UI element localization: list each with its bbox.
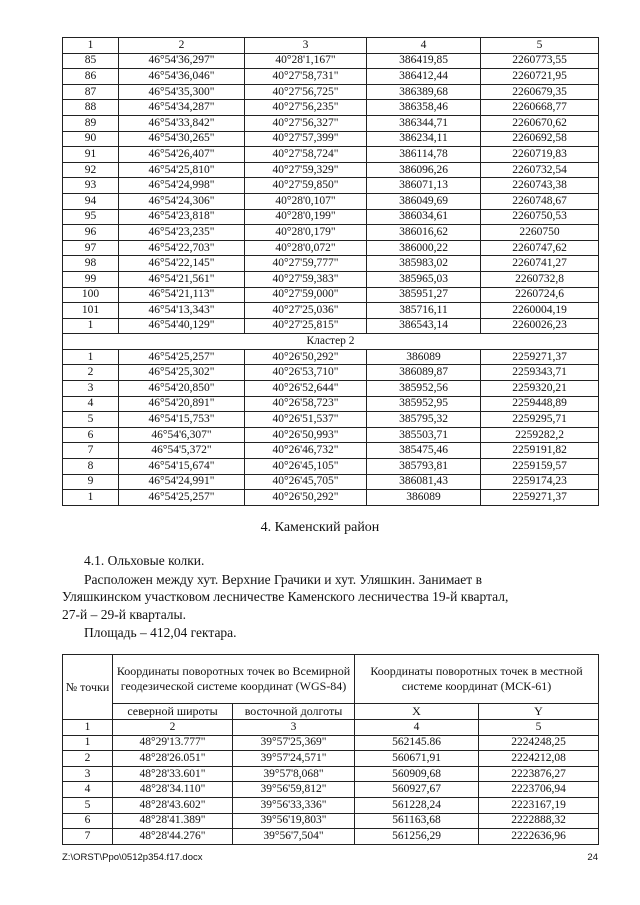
table-row [63,751,599,767]
table-row [63,459,599,475]
table-cell: 1 [63,720,113,736]
table-row [63,766,599,782]
table-cell: 91 [63,147,119,163]
table-cell: 2 [63,365,119,381]
coordinates-table-olkhovye [62,654,599,845]
table-cell: 39°56'7,504" [233,829,355,845]
footer-file-path: Z:\ORST\Ppo\0512p354.f17.docx [62,852,203,863]
table-cell: 2223706,94 [479,782,599,798]
table-cell: 8 [63,459,119,475]
table-cell: 40°27'59,000" [245,287,367,303]
table-cell: 90 [63,131,119,147]
table-cell: 385983,02 [367,256,481,272]
table-cell: 1 [63,735,113,751]
table-row [63,303,599,319]
table-cell: 40°26'51,537" [245,412,367,428]
table-row [63,396,599,412]
table-cell: 39°57'24,571" [233,751,355,767]
table-row [63,782,599,798]
table-cell: 2259271,37 [481,349,599,365]
table-cell: 386419,85 [367,53,481,69]
table-row [63,115,599,131]
table-cell: 385952,56 [367,381,481,397]
paragraph-line-2: Уляшкинском участковом лесничестве Каменского лесничества 19-й квартал, [62,589,509,605]
table-cell: 386114,78 [367,147,481,163]
table-cell: 40°27'25,815" [245,318,367,334]
table-cell: 46°54'35,300" [119,84,245,100]
table-cell: 1 [63,318,119,334]
table-cell: 3 [245,38,367,54]
paragraph-line-3: 27-й – 29-й кварталы. [62,606,186,622]
subheader-y: Y [479,704,599,720]
header-msk61: Координаты поворотных точек в местной системе координат (МСК-61) [355,655,599,704]
table-cell: 40°26'50,292" [245,490,367,506]
table-cell: 3 [63,766,113,782]
table-row [63,735,599,751]
table-cell: 385795,32 [367,412,481,428]
table-cell: 46°54'26,407" [119,147,245,163]
table-cell: 386016,62 [367,225,481,241]
column-number-row [63,38,599,54]
table-cell: 2222636,96 [479,829,599,845]
table-cell: 40°26'50,292" [245,349,367,365]
table-cell: 40°27'56,327" [245,115,367,131]
table-cell: 386089 [367,349,481,365]
table-cell: 48°28'43.602" [113,797,233,813]
table-cell: 2223167,19 [479,797,599,813]
subheader-x: X [355,704,479,720]
table-cell: 46°54'30,265" [119,131,245,147]
table-cell: 4 [367,38,481,54]
cluster-row [63,334,599,350]
table-cell: 385793,81 [367,459,481,475]
table-cell: 40°26'58,723" [245,396,367,412]
table-cell: 46°54'25,257" [119,349,245,365]
table-cell: 2223876,27 [479,766,599,782]
table-cell: 48°28'41.389" [113,813,233,829]
table-cell: 560909,68 [355,766,479,782]
table-cell: 89 [63,115,119,131]
table-cell: 40°27'58,724" [245,147,367,163]
table-cell: 2260750 [481,225,599,241]
table-cell: 39°56'59,812" [233,782,355,798]
table-cell: 46°54'36,297" [119,53,245,69]
table-cell: 40°28'0,072" [245,240,367,256]
table-cell: 46°54'25,302" [119,365,245,381]
table-cell: 40°27'25,036" [245,303,367,319]
table-cell: 46°54'21,561" [119,271,245,287]
table-cell: 46°54'15,674" [119,459,245,475]
table-cell: 1 [63,490,119,506]
table-cell: 2260747,62 [481,240,599,256]
subheader-latitude: северной широты [113,704,233,720]
table-cell: 5 [481,38,599,54]
table-cell: 85 [63,53,119,69]
table-cell: 6 [63,813,113,829]
table-cell: 386089 [367,490,481,506]
table-cell: 385475,46 [367,443,481,459]
table-cell: 4 [355,720,479,736]
table-cell: 2 [119,38,245,54]
table-row [63,365,599,381]
table-cell: 4 [63,396,119,412]
table-cell: 2260741,27 [481,256,599,272]
table-cell: 5 [63,797,113,813]
table-cell: 97 [63,240,119,256]
table-row [63,178,599,194]
table-cell: 2259159,57 [481,459,599,475]
table-cell: 2259448,89 [481,396,599,412]
table-cell: 385952,95 [367,396,481,412]
table-cell: 46°54'13,343" [119,303,245,319]
table-row [63,225,599,241]
table-cell: 7 [63,829,113,845]
table-cell: 40°27'59,329" [245,162,367,178]
table-cell: 561228,24 [355,797,479,813]
table-cell: 40°27'59,850" [245,178,367,194]
table-cell: 385951,27 [367,287,481,303]
table-cell: 46°54'23,818" [119,209,245,225]
table-cell: 386000,22 [367,240,481,256]
table-row [63,318,599,334]
table-cell: 46°54'5,372" [119,443,245,459]
table-cell: 46°54'34,287" [119,100,245,116]
table-cell: 46°54'21,113" [119,287,245,303]
table-row [63,240,599,256]
table-cell: 46°54'36,046" [119,69,245,85]
table-cell: 96 [63,225,119,241]
table-row [63,349,599,365]
table-row [63,271,599,287]
table-cell: 5 [479,720,599,736]
table-row [63,427,599,443]
table-cell: 386096,26 [367,162,481,178]
table-cell: 2260668,77 [481,100,599,116]
table-cell: 4 [63,782,113,798]
table-cell: 46°54'15,753" [119,412,245,428]
table-cell: 87 [63,84,119,100]
table-row [63,474,599,490]
table-row [63,209,599,225]
header-wgs84: Координаты поворотных точек во Всемирной геодезической системе координат (WGS-84) [113,655,355,704]
table-cell: 561256,29 [355,829,479,845]
table-cell: 2260732,8 [481,271,599,287]
table-cell: 2224248,25 [479,735,599,751]
table-row [63,381,599,397]
table-cell: 40°28'0,179" [245,225,367,241]
table-cell: 94 [63,193,119,209]
table-cell: 40°26'52,644" [245,381,367,397]
table-row [63,162,599,178]
description-paragraph [62,571,598,623]
table-cell: 40°27'59,777" [245,256,367,272]
table-row [63,84,599,100]
table-cell: 93 [63,178,119,194]
table-row [63,287,599,303]
table-cell: 2260692,58 [481,131,599,147]
table-cell: 9 [63,474,119,490]
table-cell: 40°27'56,235" [245,100,367,116]
header-point-number: № точки [63,655,113,720]
table-cell: 560671,91 [355,751,479,767]
table-cell: 40°27'58,731" [245,69,367,85]
section-title: 4. Каменский район [260,520,380,535]
table-cell: 48°28'44.276" [113,829,233,845]
table-cell: 385716,11 [367,303,481,319]
table-cell: 39°57'8,068" [233,766,355,782]
table-cell: 46°54'22,703" [119,240,245,256]
table-row [63,490,599,506]
table-cell: 386344,71 [367,115,481,131]
cluster-label: Кластер 2 [63,334,599,350]
table-cell: 385965,03 [367,271,481,287]
paragraph-line-1: Расположен между хут. Верхние Грачики и хут. Уляшкин. Занимает в [84,572,482,587]
table-cell: 560927,67 [355,782,479,798]
table-cell: 46°54'25,257" [119,490,245,506]
table-cell: 100 [63,287,119,303]
table-cell: 2260724,6 [481,287,599,303]
table-row [63,147,599,163]
table-cell: 46°54'24,306" [119,193,245,209]
table-cell: 95 [63,209,119,225]
table-cell: 2 [63,751,113,767]
table-cell: 40°26'45,705" [245,474,367,490]
table-cell: 386049,69 [367,193,481,209]
table-subheader-row [63,704,599,720]
table-cell: 2260004,19 [481,303,599,319]
subheader-longitude: восточной долготы [233,704,355,720]
table-cell: 40°26'53,710" [245,365,367,381]
table-cell: 2260721,95 [481,69,599,85]
table-cell: 48°28'26.051" [113,751,233,767]
table-cell: 40°26'50,993" [245,427,367,443]
table-cell: 2260719,83 [481,147,599,163]
table-cell: 561163,68 [355,813,479,829]
table-cell: 48°28'33.601" [113,766,233,782]
table-cell: 98 [63,256,119,272]
table-cell: 40°28'1,167" [245,53,367,69]
table-cell: 386089,87 [367,365,481,381]
table-cell: 40°28'0,199" [245,209,367,225]
table-cell: 2260679,35 [481,84,599,100]
table-cell: 99 [63,271,119,287]
table-cell: 2 [113,720,233,736]
table-cell: 386034,61 [367,209,481,225]
table-row [63,256,599,272]
table-cell: 2222888,32 [479,813,599,829]
table-cell: 2259191,82 [481,443,599,459]
table-row [63,53,599,69]
table-cell: 88 [63,100,119,116]
table-cell: 46°54'20,850" [119,381,245,397]
table-cell: 6 [63,427,119,443]
table-cell: 2260732,54 [481,162,599,178]
table-cell: 2260743,38 [481,178,599,194]
table-row [63,443,599,459]
subsection-title: 4.1. Ольховые колки. [84,553,205,568]
table-cell: 40°26'45,105" [245,459,367,475]
table-cell: 46°54'24,991" [119,474,245,490]
table-row [63,412,599,428]
table-cell: 46°54'6,307" [119,427,245,443]
table-cell: 39°56'19,803" [233,813,355,829]
table-cell: 39°56'33,336" [233,797,355,813]
area-text: Площадь – 412,04 гектара. [84,625,237,640]
table-row [63,193,599,209]
table-row [63,829,599,845]
table-cell: 386543,14 [367,318,481,334]
table-cell: 386071,13 [367,178,481,194]
table-row [63,797,599,813]
table-cell: 48°29'13.777" [113,735,233,751]
table-cell: 2259271,37 [481,490,599,506]
table-cell: 40°27'57,399" [245,131,367,147]
table-cell: 2224212,08 [479,751,599,767]
footer-page-number: 24 [587,852,598,863]
table-cell: 5 [63,412,119,428]
table-cell: 46°54'24,998" [119,178,245,194]
table-cell: 40°27'59,383" [245,271,367,287]
table-cell: 2260773,55 [481,53,599,69]
table-cell: 86 [63,69,119,85]
table-cell: 1 [63,349,119,365]
table-cell: 2260750,53 [481,209,599,225]
table-cell: 386358,46 [367,100,481,116]
table-cell: 2260748,67 [481,193,599,209]
table-cell: 386234,11 [367,131,481,147]
table-cell: 386412,44 [367,69,481,85]
table-cell: 92 [63,162,119,178]
table-cell: 386081,43 [367,474,481,490]
table-cell: 46°54'33,842" [119,115,245,131]
table-cell: 46°54'23,235" [119,225,245,241]
table-cell: 39°57'25,369" [233,735,355,751]
table-cell: 386389,68 [367,84,481,100]
table-row [63,131,599,147]
table-cell: 562145.86 [355,735,479,751]
table-cell: 48°28'34.110" [113,782,233,798]
table-cell: 46°54'25,810" [119,162,245,178]
table-cell: 7 [63,443,119,459]
table-cell: 2260670,62 [481,115,599,131]
column-number-row [63,720,599,736]
table-cell: 46°54'20,891" [119,396,245,412]
table-cell: 40°26'46,732" [245,443,367,459]
table-cell: 40°27'56,725" [245,84,367,100]
table-cell: 101 [63,303,119,319]
table-cell: 40°28'0,107" [245,193,367,209]
table-cell: 2259282,2 [481,427,599,443]
table-cell: 46°54'22,145" [119,256,245,272]
table-row [63,813,599,829]
table-cell: 385503,71 [367,427,481,443]
table-cell: 2259295,71 [481,412,599,428]
table-cell: 2260026,23 [481,318,599,334]
table-cell: 2259320,21 [481,381,599,397]
table-cell: 2259174,23 [481,474,599,490]
table-row [63,100,599,116]
coordinates-table-cluster [62,37,599,506]
table-row [63,69,599,85]
table-cell: 2259343,71 [481,365,599,381]
table-header-row [63,655,599,704]
table-cell: 1 [63,38,119,54]
table-cell: 3 [63,381,119,397]
table-cell: 3 [233,720,355,736]
table-cell: 46°54'40,129" [119,318,245,334]
